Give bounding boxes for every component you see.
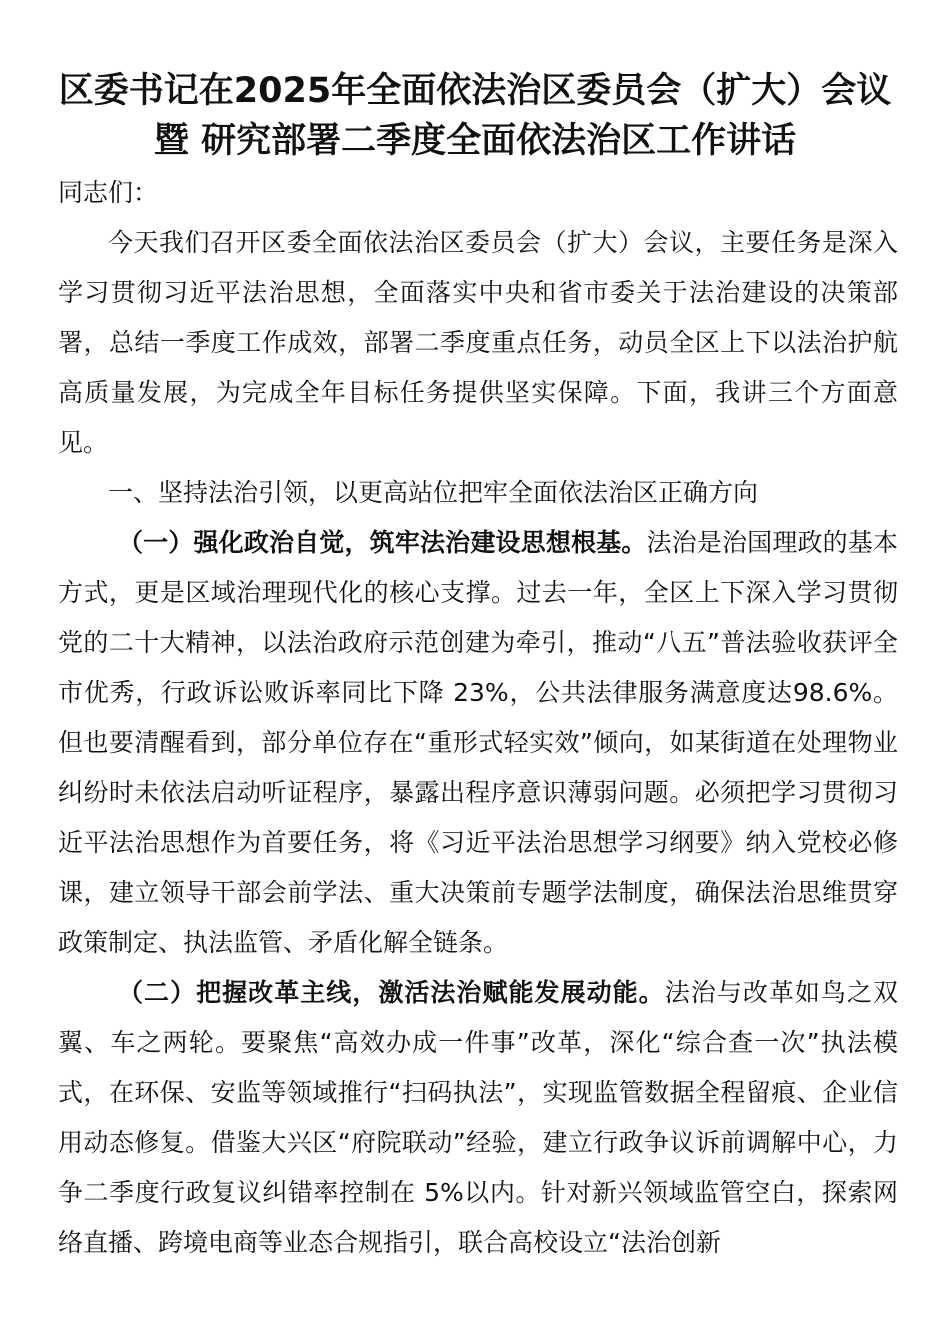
subsection-1-paragraph bbox=[58, 518, 898, 968]
subsection-2-text: 法治与改革如鸟之双翼、车之两轮。要聚焦“高效办成一件事”改革，深化“综合查一次”执法模式，在环保、安监等领域推行“扫码执法”，实现监管数据全程留痕、企业信用动态修复。借鉴大兴区“府院联动”经验，建立行政争议诉前调解中心，力争二季度行政复议纠错率控制在 5%以内。针对新兴领域监管空白，探索网络直播、跨境电商等业态合规指引，联合高校设立“法治创新 bbox=[58, 978, 898, 1257]
salutation: 同志们： bbox=[58, 178, 159, 207]
intro-paragraph: 今天我们召开区委全面依法治区委员会（扩大）会议，主要任务是深入学习贯彻习近平法治思想，全面落实中央和省市委关于法治建设的决策部署，总结一季度工作成效，部署二季度重点任务，动员全区上下以法治护航高质量发展，为完成全年目标任务提供坚实保障。下面，我讲三个方面意见。 bbox=[58, 228, 898, 457]
document-title: 区委书记在2025年全面依法治区委员会（扩大）会议暨 研究部署二季度全面依法治区工作讲话 bbox=[58, 71, 892, 161]
subsection-1-lead: （一）强化政治自觉，筑牢法治建设思想根基。 bbox=[118, 528, 647, 557]
document-body bbox=[58, 168, 898, 1268]
section-1-heading: 一、坚持法治引领，以更高站位把牢全面依法治区正确方向 bbox=[108, 478, 759, 507]
subsection-2-lead: （二）把握改革主线，激活法治赋能发展动能。 bbox=[118, 978, 665, 1007]
subsection-2-paragraph bbox=[58, 968, 898, 1268]
subsection-1-text: 法治是治国理政的基本方式，更是区域治理现代化的核心支撑。过去一年，全区上下深入学习贯彻党的二十大精神，以法治政府示范创建为牵引，推动“八五”普法验收获评全市优秀，行政诉讼败诉率同比下降 23%，公共法律服务满意度达98.6%。但也要清醒看到，部分单位存在“重形式轻实效”倾向，如某街道在处理物业纠纷时未依法启动听证程序，暴露出程序意识薄弱问题。必须把学习贯彻习近平法治思想作为首要任务，将《习近平法治思想学习纲要》纳入党校必修课，建立领导干部会前学法、重大决策前专题学法制度，确保法治思维贯穿政策制定、执法监管、矛盾化解全链条。 bbox=[58, 528, 898, 957]
